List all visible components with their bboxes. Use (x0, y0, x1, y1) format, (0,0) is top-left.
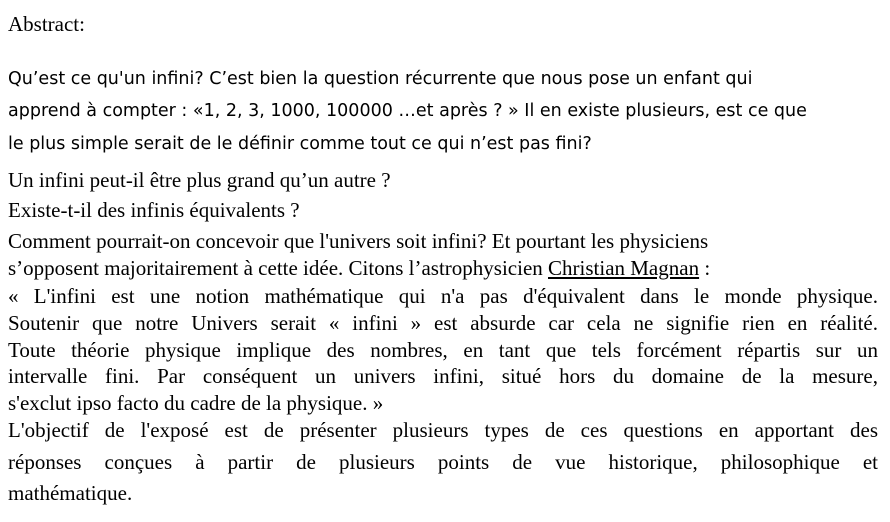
universe-line-2 (8, 256, 710, 281)
universe-line-1: Comment pourrait-on concevoir que l'univers soit infini? Et pourtant les physiciens (8, 229, 709, 253)
quote-line-1: « L'infini est une notion mathématique qui n'a pas d'équivalent dans le monde physique. (8, 284, 878, 308)
question-2: Existe-t-il des infinis équivalents ? (8, 198, 300, 222)
quote-line-2: Soutenir que notre Univers serait « infini » est absurde car cela ne signifie rien en réalité. (8, 311, 878, 335)
intro-line-1: Qu’est ce qu'un infini? C’est bien la question récurrente que nous pose un enfant qui (8, 69, 753, 89)
objective-line-3: mathématique. (8, 481, 133, 505)
universe-line-2-text: s’opposent majoritairement à cette idée. Citons l’astrophysicien (8, 256, 549, 280)
universe-line-2-end: : (699, 256, 711, 280)
intro-line-3: le plus simple serait de le définir comme tout ce qui n’est pas fini? (8, 134, 592, 154)
question-1: Un infini peut-il être plus grand qu’un autre ? (8, 168, 391, 192)
quote-line-5: s'exclut ipso facto du cadre de la physique. » (8, 391, 384, 415)
intro-line-2: apprend à compter : «1, 2, 3, 1000, 100000 …et après ? » Il en existe plusieurs, est ce que (8, 101, 807, 121)
quote-line-3: Toute théorie physique implique des nombres, en tant que tels forcément répartis sur un (8, 338, 878, 362)
quote-line-4: intervalle fini. Par conséquent un univers infini, situé hors du domaine de la mesure, (8, 364, 878, 388)
objective-line-2: réponses conçues à partir de plusieurs points de vue historique, philosophique et (8, 450, 878, 474)
abstract-heading: Abstract: (8, 12, 85, 36)
christian-magnan-link[interactable]: Christian Magnan (548, 256, 700, 280)
objective-line-1: L'objectif de l'exposé est de présenter plusieurs types de ces questions en apportant des (8, 418, 878, 442)
